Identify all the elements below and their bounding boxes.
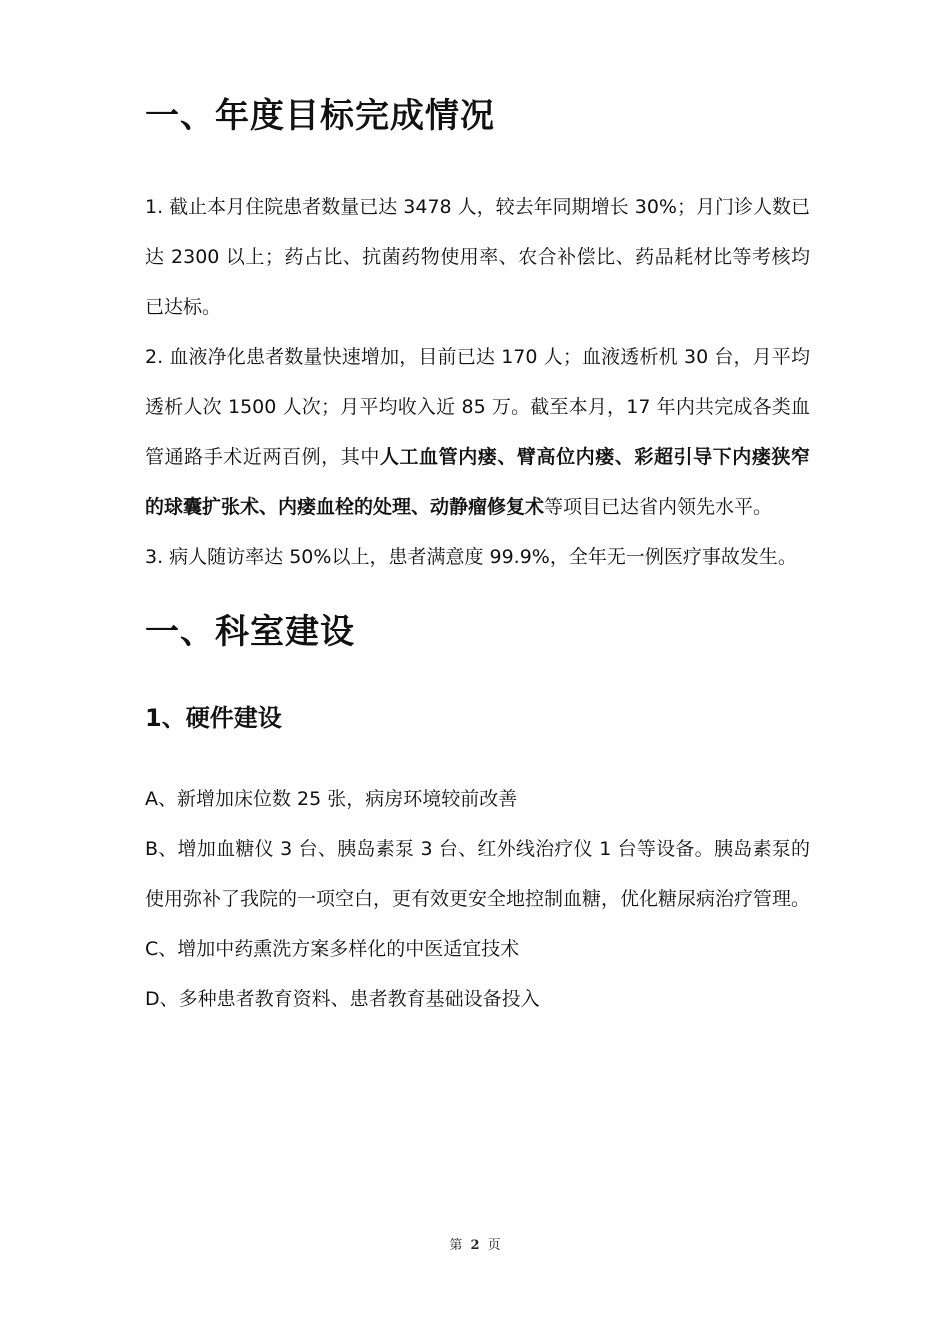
footer-prefix: 第 xyxy=(449,1238,463,1253)
paragraph-inpatient-stats: 1. 截止本月住院患者数量已达 3478 人，较去年同期增长 30%；月门诊人数已达 2300 以上；药占比、抗菌药物使用率、农合补偿比、药品耗材比等考核均已达标。 xyxy=(145,196,810,318)
paragraph-blood-purification-intro: 2. 血液净化患者数量快速增加，目前已达 170 人；血液透析机 30 台，月平均透析人次 1500 人次；月平均收入近 85 万。截至本月，17 年内共完成各类血管通路手术近两百例，其中 xyxy=(145,346,810,468)
page-footer xyxy=(0,1234,950,1253)
subsection-heading-hardware: 1、硬件建设 xyxy=(145,704,282,732)
list-item-beds: A、新增加床位数 25 张，病房环境较前改善 xyxy=(145,788,518,810)
footer-page-number: 2 xyxy=(470,1238,480,1253)
footer-suffix: 页 xyxy=(487,1238,501,1253)
paragraph-blood-purification-outro: 等项目已达省内领先水平。 xyxy=(544,496,773,518)
page-content xyxy=(145,92,810,1024)
list-item-tcm-techniques: C、增加中药熏洗方案多样化的中医适宜技术 xyxy=(145,938,520,960)
paragraph-blood-purification-highlight: 人工血管内瘘、臂高位内瘘、彩超引导下内瘘狭窄的球囊扩张术、内瘘血栓的处理、动静瘤修复术 xyxy=(145,446,810,518)
section-heading-department-building: 一、科室建设 xyxy=(145,612,355,652)
paragraph-followup-rate: 3. 病人随访率达 50%以上，患者满意度 99.9%，全年无一例医疗事故发生。 xyxy=(145,546,797,568)
list-item-patient-education: D、多种患者教育资料、患者教育基础设备投入 xyxy=(145,988,540,1010)
list-item-equipment: B、增加血糖仪 3 台、胰岛素泵 3 台、红外线治疗仪 1 台等设备。胰岛素泵的使用弥补了我院的一项空白，更有效更安全地控制血糖，优化糖尿病治疗管理。 xyxy=(145,838,811,910)
paragraph-blood-purification xyxy=(145,332,810,532)
section-heading-annual-goals: 一、年度目标完成情况 xyxy=(145,96,495,136)
